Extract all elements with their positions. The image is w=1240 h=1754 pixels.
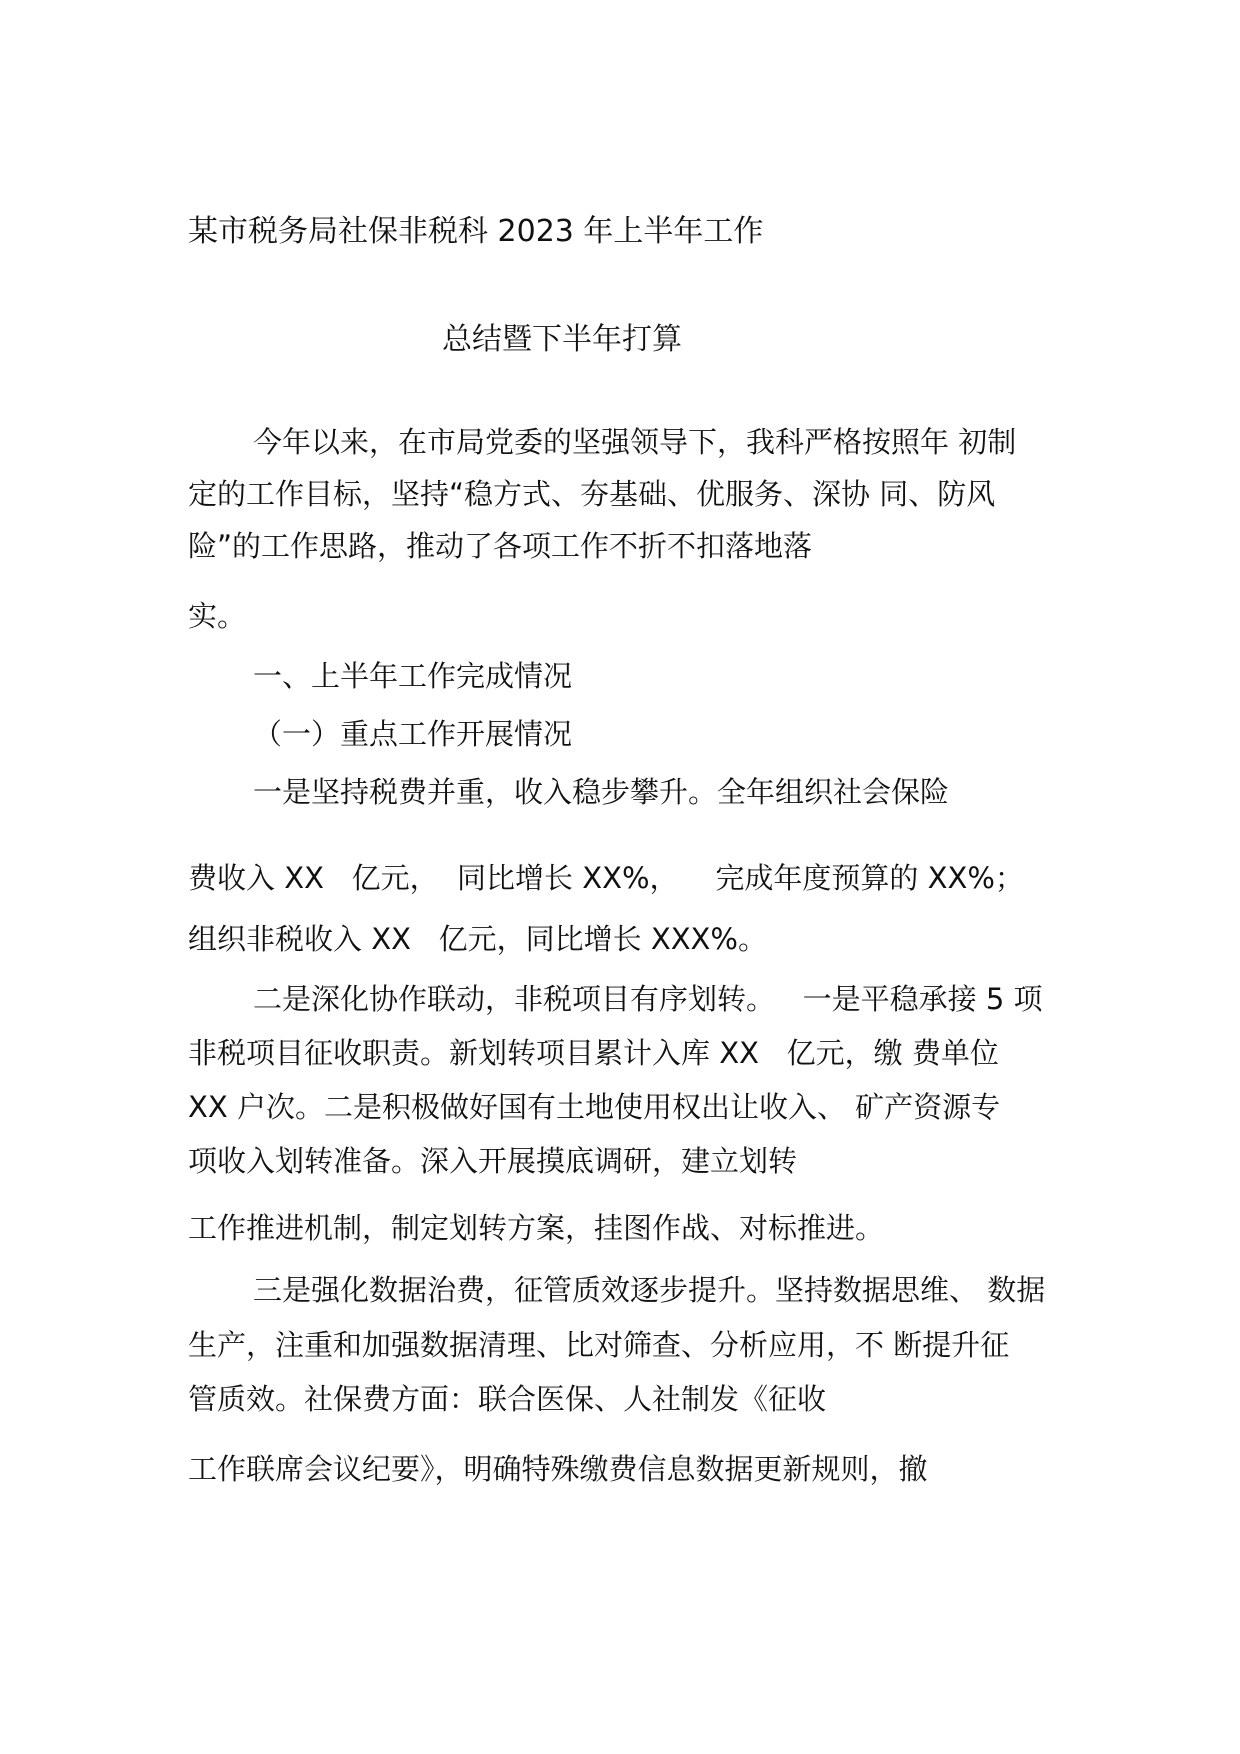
paragraph-line: 非税项目征收职责。新划转项目累计入库 XX 亿元，缴 费单位 <box>188 1036 999 1070</box>
paragraph-line: 定的工作目标，坚持“稳方式、夯基础、优服务、深协 同、防风 <box>188 477 996 511</box>
paragraph-line: 三是强化数据治费，征管质效逐步提升。坚持数据思维、 数据 <box>253 1273 1046 1307</box>
paragraph-line: 实。 <box>188 599 247 633</box>
paragraph-line: 二是深化协作联动，非税项目有序划转。 一是平稳承接 5 项 <box>253 982 1043 1016</box>
paragraph-line: 组织非税收入 XX 亿元，同比增长 XXX%。 <box>188 922 767 956</box>
paragraph-line: 今年以来，在市局党委的坚强领导下，我科严格按照年 初制 <box>253 425 1017 459</box>
paragraph-line: 工作推进机制，制定划转方案，挂图作战、对标推进。 <box>188 1211 885 1245</box>
document-title-line-1: 某市税务局社保非税科 2023 年上半年工作 <box>188 214 764 249</box>
paragraph-line: 生产，注重和加强数据清理、比对筛查、分析应用，不 断提升征 <box>188 1328 1010 1362</box>
paragraph-line: XX 户次。二是积极做好国有土地使用权出让收入、 矿产资源专 <box>188 1090 1001 1124</box>
paragraph-line: 管质效。社保费方面：联合医保、人社制发《征收 <box>188 1382 827 1416</box>
paragraph-line: 项收入划转准备。深入开展摸底调研，建立划转 <box>188 1144 798 1178</box>
section-heading: 一、上半年工作完成情况 <box>253 659 573 693</box>
paragraph-line: 一是坚持税费并重，收入稳步攀升。全年组织社会保险 <box>253 775 950 809</box>
paragraph-line: 工作联席会议纪要》，明确特殊缴费信息数据更新规则，撤 <box>188 1452 928 1486</box>
document-title-line-2: 总结暨下半年打算 <box>442 322 682 357</box>
subsection-heading: （一）重点工作开展情况 <box>253 717 573 751</box>
paragraph-line: 费收入 XX 亿元， 同比增长 XX%， 完成年度预算的 XX%； <box>188 861 1024 895</box>
paragraph-line: 险”的工作思路，推动了各项工作不折不扣落地落 <box>188 529 813 563</box>
